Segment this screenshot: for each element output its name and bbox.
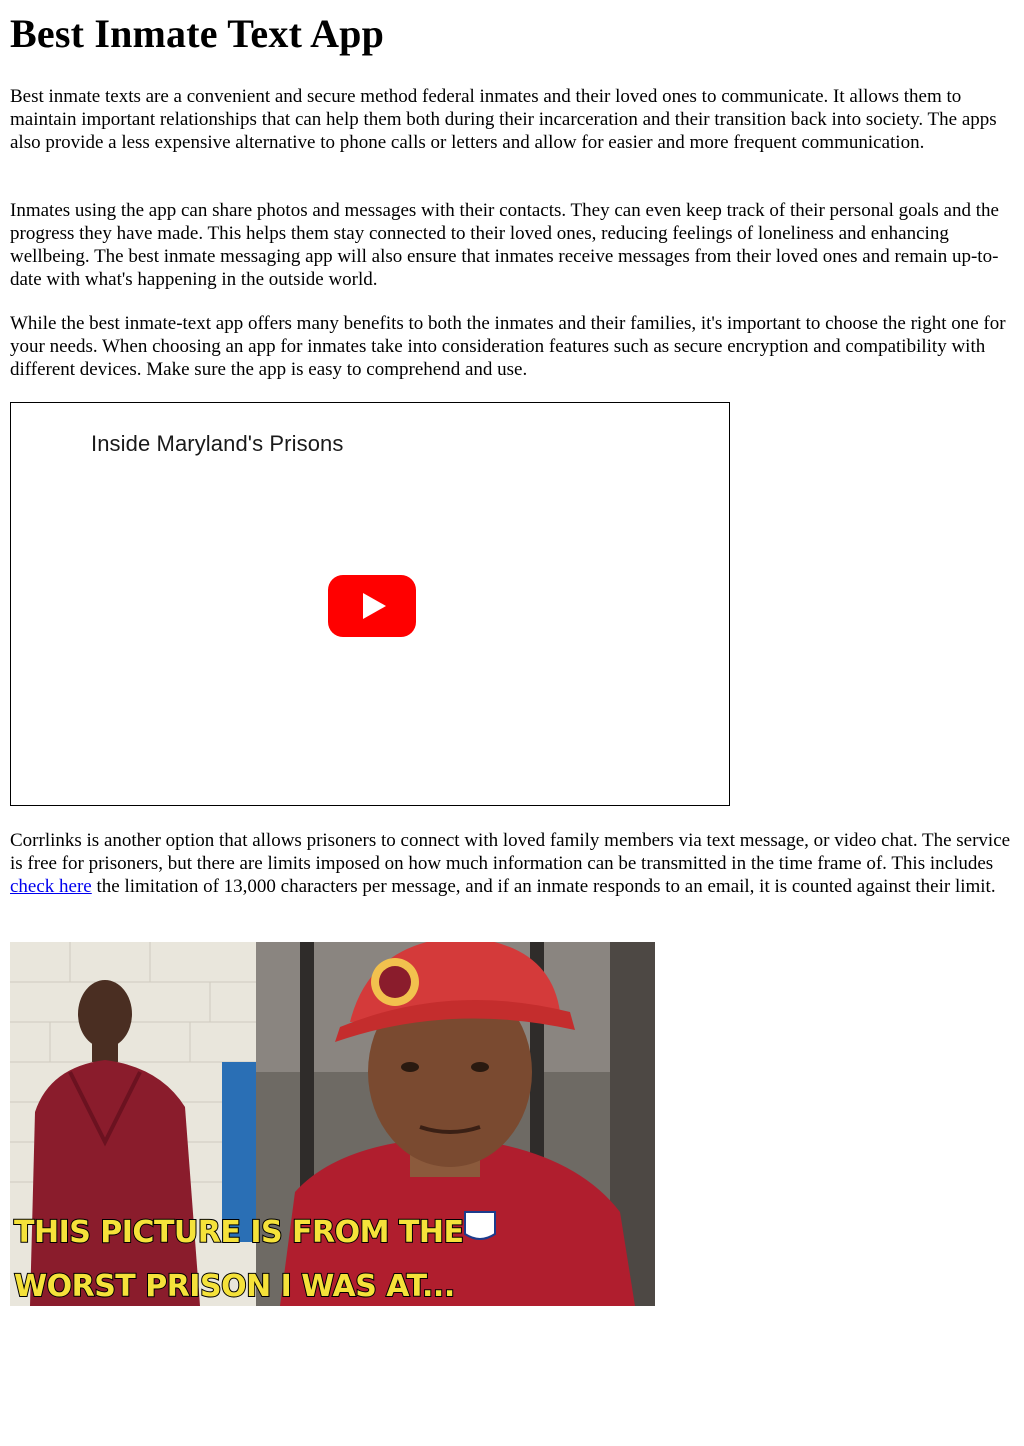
paragraph-choosing: While the best inmate-text app offers many benefits to both the inmates and their families, it's important to choose the right one for your needs. When choosing an app for inmates take into consideration features such as secure encryption and compatibility with different devices. Make sure the app is easy to comprehend and use. — [10, 313, 1006, 380]
video-title[interactable]: Inside Maryland's Prisons — [91, 431, 344, 456]
paragraph-corrlinks-text-before: Corrlinks is another option that allows prisoners to connect with loved family members via text message, or video chat. The service is free for prisoners, but there are limits imposed on how much information can be transmitted in the time frame of. This includes — [10, 830, 1011, 874]
youtube-play-icon[interactable] — [328, 575, 416, 637]
video-embed[interactable] — [10, 402, 730, 806]
page-title: Best Inmate Text App — [10, 11, 385, 56]
article — [10, 0, 1016, 1304]
paragraph-intro: Best inmate texts are a convenient and secure method federal inmates and their loved ones to communicate. It allows them to maintain important relationships that can help them both during their incarceration and their transition back into society. The apps also provide a less expensive alternative to phone calls or letters and allow for easier and more frequent communication. — [10, 86, 997, 153]
paragraph-corrlinks — [10, 829, 1016, 898]
video-thumbnail-image — [10, 942, 655, 1306]
paragraph-corrlinks-text-after: the limitation of 13,000 characters per message, and if an inmate responds to an email, it is counted against their limit. — [91, 876, 996, 897]
thumbnail-caption-line-2: WORST PRISON I WAS AT... — [14, 1269, 455, 1304]
thumbnail-caption-line-1: THIS PICTURE IS FROM THE — [14, 1215, 464, 1250]
check-here-link[interactable]: check here — [10, 876, 92, 897]
paragraph-features: Inmates using the app can share photos and messages with their contacts. They can even keep track of their personal goals and the progress they have made. This helps them stay connected to their loved ones, reducing feelings of loneliness and enhancing wellbeing. The best inmate messaging app will also ensure that inmates receive messages from their loved ones and remain up-to-date with what's happening in the outside world. — [10, 200, 999, 290]
